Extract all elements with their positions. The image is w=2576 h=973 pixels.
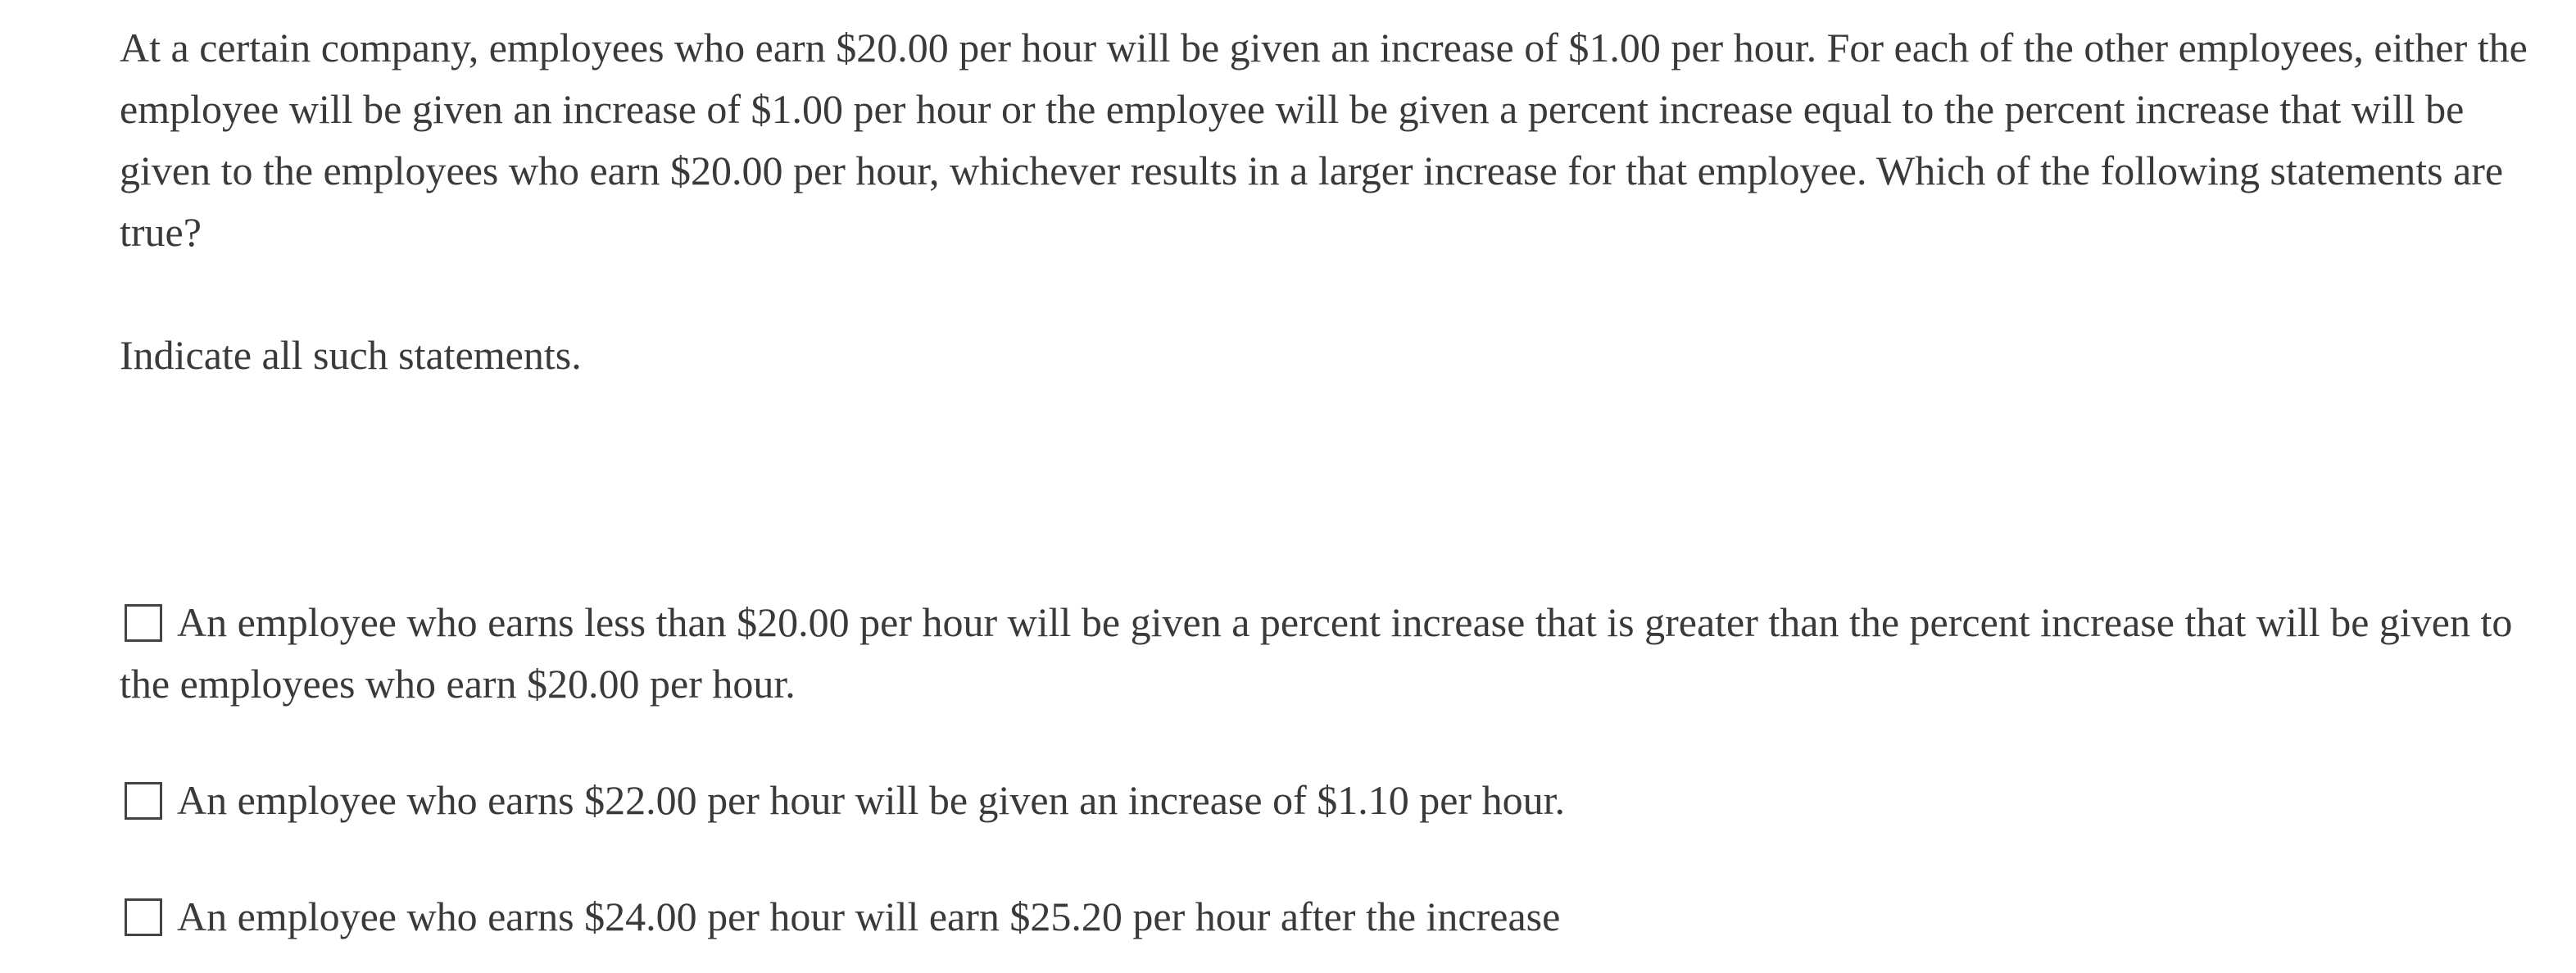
checkbox-option-c[interactable] [125, 898, 162, 936]
option-c-label: An employee who earns $24.00 per hour will earn $25.20 per hour after the increase [177, 893, 1561, 939]
option-b-label: An employee who earns $22.00 per hour will be given an increase of $1.10 per hour. [177, 777, 1565, 823]
checkbox-option-a[interactable] [125, 604, 162, 642]
option-a-label: An employee who earns less than $20.00 per hour will be given a percent increase that is greater than the percent increase that will be given to the employees who earn $20.00 per hour. [120, 599, 2513, 707]
question-instruction: Indicate all such statements. [120, 332, 582, 378]
question-stem: At a certain company, employees who earn $20.00 per hour will be given an increase of $1.00 per hour. For each of the other employees, either the employee will be given an increase of $1.00 per hour or the employee will be given a percent increase equal to the percent increase that will be given to the employees who earn $20.00 per hour, whichever results in a larger increase for that employee. Which of the following statements are true? [120, 25, 2528, 255]
answer-option-c[interactable] [120, 886, 2528, 948]
answer-option-a[interactable] [120, 592, 2528, 715]
checkbox-option-b[interactable] [125, 782, 162, 820]
answer-options [120, 592, 2528, 948]
answer-option-b[interactable] [120, 770, 2528, 831]
